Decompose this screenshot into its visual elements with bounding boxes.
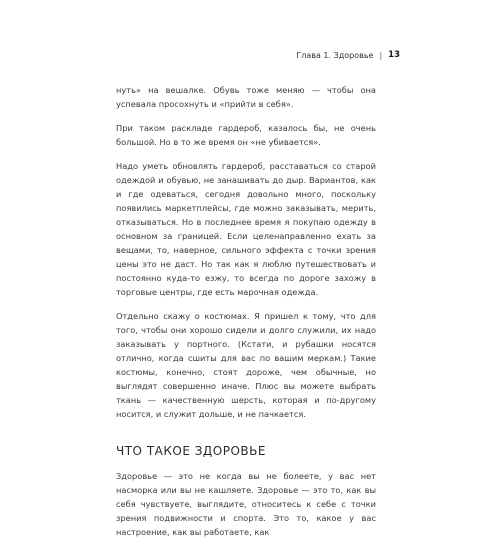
running-header (296, 50, 400, 60)
paragraph-2: При таком раскладе гардероб, казалось бы, не очень большой. Но в то же время он «не убивается». (116, 123, 376, 147)
paragraph-4: Отдельно скажу о костюмах. Я пришел к тому, что для того, чтобы они хорошо сидели и долго служили, их надо заказывать у портного. (Кстати, и рубашки носятся отлично, когда сшиты для вас по вашим меркам.) Такие костюмы, конечно, стоят дороже, чем обычные, но выглядят совершенно иначе. Плюс вы можете выбрать ткань — качественную шерсть, которая и по-другому носится, и служит дольше, и не пачкается. (116, 311, 376, 419)
page-body (116, 83, 376, 549)
chapter-title: Глава 1. Здоровье (296, 50, 374, 60)
section-heading: ЧТО ТАКОЕ ЗДОРОВЬЕ (116, 444, 266, 458)
page-number: 13 (388, 50, 400, 60)
paragraph-3: Надо уметь обновлять гардероб, расставаться со старой одеждой и обувью, не занашивать до дыр. Вариантов, как и где одеваться, сегодня довольно много, поскольку появились маркетплейсы, где можно заказывать, мерить, отказываться. Но в последнее время я покупаю одежду в основном за границей. Если целенаправленно ехать за вещами, то, наверное, сильного эффекта с точки зрения цены это не даст. Но так как я люблю путешествовать и постоянно куда-то езжу, то всегда по дороге захожу в торговые центры, где есть марочная одежда. (116, 161, 376, 297)
header-separator: | (379, 50, 383, 60)
paragraph-5: Здоровье — это не когда вы не болеете, у вас нет насморка или вы не кашляете. Здоровье — это то, как вы себя чувствуете, выглядите, относитесь к себе с точки зрения подвижности и спорта. Это то, какое у вас настроение, как вы работаете, как (116, 471, 376, 537)
paragraph-1: нуть» на вешалке. Обувь тоже меняю — чтобы она успевала просохнуть и «прийти в себя». (116, 85, 376, 109)
